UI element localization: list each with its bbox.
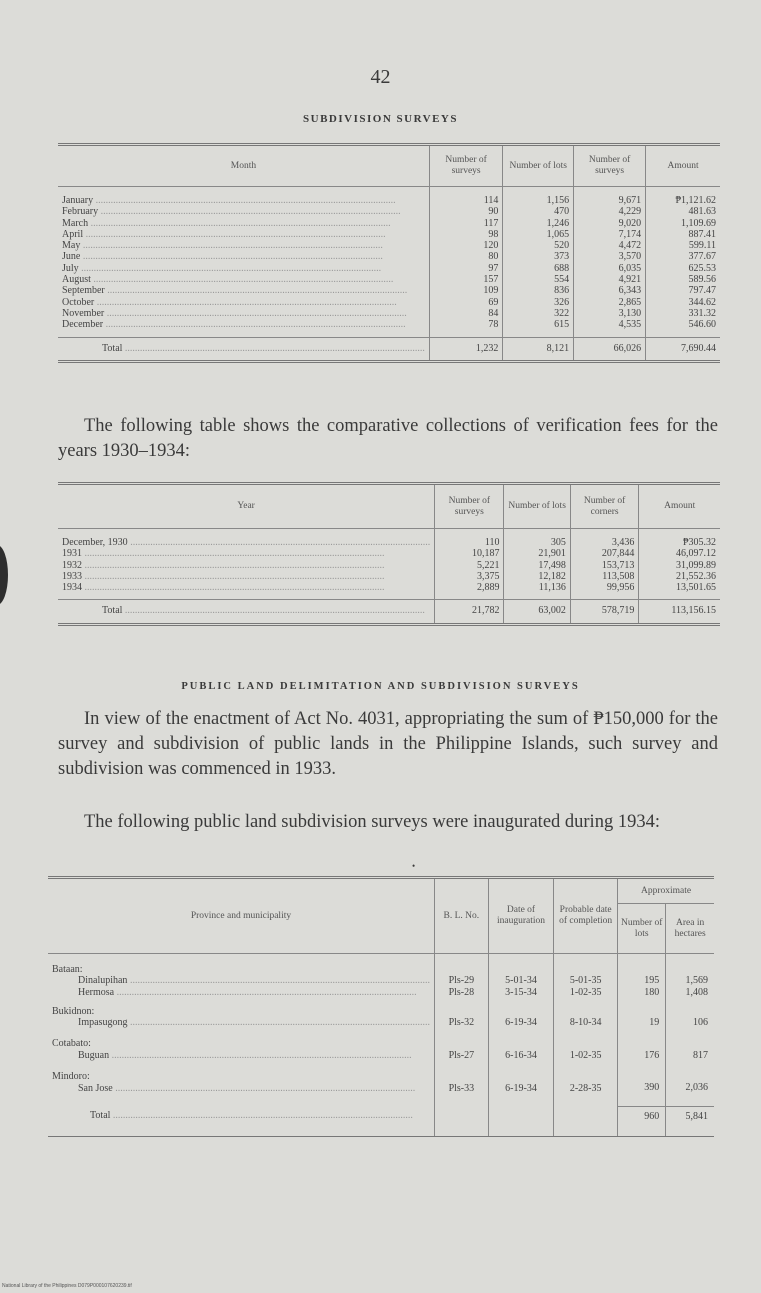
cell-value: 2-28-35: [554, 1082, 618, 1106]
cell-value: 5-01-35: [554, 975, 618, 986]
cell-value: 176: [618, 1050, 666, 1071]
cell-value: 2,036: [666, 1082, 714, 1106]
header-corners: Number of corners: [570, 484, 639, 529]
cell-value: 817: [666, 1050, 714, 1071]
cell-value: 2,889: [435, 582, 504, 600]
cell-value: 120: [429, 240, 502, 251]
table-row: [58, 187, 720, 207]
cell-value: Pls-27: [434, 1050, 488, 1071]
cell-value: [434, 954, 488, 976]
cell-value: 46,097.12: [639, 548, 720, 559]
cell-value: 887.41: [646, 229, 720, 240]
cell-value: 481.63: [646, 206, 720, 217]
cell-value: [434, 1071, 488, 1082]
header-approximate: Approximate: [618, 878, 714, 904]
empty-cell: [434, 1106, 488, 1136]
paragraph-inaugurated-surveys: The following public land subdivision surveys were inaugurated during 1934:: [84, 812, 660, 832]
total-value: 1,232: [429, 337, 502, 361]
section-title-public-land: PUBLIC LAND DELIMITATION AND SUBDIVISION SURVEYS: [181, 681, 580, 692]
row-label: Bataan:: [52, 964, 83, 975]
cell-value: Pls-33: [434, 1082, 488, 1106]
header-surveys: Number of surveys: [435, 484, 504, 529]
cell-value: 2,865: [574, 297, 646, 308]
cell-value: 9,020: [574, 218, 646, 229]
row-label: June ........................................................................................................................: [62, 251, 383, 263]
row-label: Impasugong ........................................................................................................................: [78, 1017, 430, 1029]
paragraph-act-4031: In view of the enactment of Act No. 4031, appropriating the sum of ₱150,000 for the survey and subdivision of public lands in the Philippine Islands, such survey and subdivision was commenced in 1933.: [58, 709, 718, 779]
dot-leader: ........................................................................................................................: [82, 548, 385, 560]
dot-leader: ........................................................................................................................: [103, 319, 406, 331]
dot-leader: ........................................................................................................................: [104, 307, 407, 319]
row-label: San Jose ........................................................................................................................: [78, 1082, 416, 1094]
cell-value: [488, 1038, 553, 1049]
table-row: [58, 263, 720, 274]
cell-value: 69: [429, 297, 502, 308]
header-date-inauguration: Date of inauguration: [488, 878, 553, 954]
cell-value: 322: [503, 308, 574, 319]
header-lots: Number of lots: [503, 145, 574, 187]
dot-leader: ........................................................................................................................: [122, 605, 425, 617]
cell-value: [618, 1071, 666, 1082]
dot-leader: ........................................................................................................................: [109, 1049, 412, 1061]
row-label: Dinalupihan ........................................................................................................................: [78, 975, 430, 987]
table-row: [58, 319, 720, 337]
row-label: Buguan ........................................................................................................................: [78, 1049, 412, 1061]
table-row: [48, 975, 714, 986]
row-label: Bukidnon:: [52, 1005, 95, 1017]
cell-value: 99,956: [570, 582, 639, 600]
yearly-collections-table: [58, 482, 720, 626]
cell-value: [618, 1006, 666, 1017]
cell-value: 1-02-35: [554, 1050, 618, 1071]
row-label: November ........................................................................................................................: [62, 307, 407, 319]
cell-value: [488, 954, 553, 976]
total-label: Total ........................................................................................................................: [58, 600, 435, 624]
dot-leader: ........................................................................................................................: [93, 195, 396, 206]
header-surveys-2: Number of surveys: [574, 145, 646, 187]
cell-value: [666, 1038, 714, 1049]
page-number: 42: [370, 66, 391, 88]
cell-value: 599.11: [646, 240, 720, 251]
table-row: [58, 251, 720, 262]
cell-value: 615: [503, 319, 574, 337]
total-value: 113,156.15: [639, 600, 720, 624]
total-value: 8,121: [503, 337, 574, 361]
header-number-lots: Number of lots: [618, 904, 666, 954]
dot-leader: ........................................................................................................................: [122, 342, 425, 354]
cell-value: 6-19-34: [488, 1082, 553, 1106]
row-label: December, 1930 ........................................................................................................................: [62, 537, 431, 548]
cell-value: [554, 1038, 618, 1049]
table-row: [58, 274, 720, 285]
cell-value: 6-19-34: [488, 1017, 553, 1038]
cell-value: [666, 954, 714, 976]
row-label: April ........................................................................................................................: [62, 228, 386, 240]
cell-value: 19: [618, 1017, 666, 1038]
cell-value: 1,109.69: [646, 218, 720, 229]
cell-value: [618, 1038, 666, 1049]
cell-value: [554, 954, 618, 976]
cell-value: 10,187: [435, 548, 504, 559]
total-value: 578,719: [570, 600, 639, 624]
table-row: [48, 1071, 714, 1082]
cell-value: 1,246: [503, 218, 574, 229]
cell-value: 4,229: [574, 206, 646, 217]
table-row: [58, 206, 720, 217]
cell-value: 6-16-34: [488, 1050, 553, 1071]
cell-value: 390: [618, 1082, 666, 1106]
cell-value: 8-10-34: [554, 1017, 618, 1038]
table-row: [58, 240, 720, 251]
cell-value: 1,569: [666, 975, 714, 986]
row-label: 1934 ........................................................................................................................: [62, 582, 385, 594]
total-value: 5,841: [666, 1106, 714, 1136]
header-area-hectares: Area in hectares: [666, 904, 714, 954]
cell-value: 3-15-34: [488, 987, 553, 1006]
header-year: Year: [58, 484, 435, 529]
cell-value: 11,136: [504, 582, 570, 600]
cell-value: 554: [503, 274, 574, 285]
cell-value: 3,436: [570, 529, 639, 549]
cell-value: 688: [503, 263, 574, 274]
dot-leader: ........................................................................................................................: [104, 285, 408, 297]
header-probable-completion: Probable date of completion: [554, 878, 618, 954]
table-row: [58, 218, 720, 229]
total-value: 21,782: [435, 600, 504, 624]
row-label: Hermosa ........................................................................................................................: [78, 986, 417, 998]
cell-value: ₱305.32: [639, 529, 720, 549]
total-row: [58, 337, 720, 361]
cell-value: 31,099.89: [639, 560, 720, 571]
cell-value: [666, 1071, 714, 1082]
table-row: [48, 954, 714, 976]
table-row: [48, 1017, 714, 1038]
row-label: October ........................................................................................................................: [62, 296, 397, 308]
cell-value: 4,472: [574, 240, 646, 251]
cell-value: 1-02-35: [554, 987, 618, 1006]
row-label: March ........................................................................................................................: [62, 217, 391, 229]
cell-value: 207,844: [570, 548, 639, 559]
row-label: 1933 ........................................................................................................................: [62, 570, 385, 582]
row-label: 1931 ........................................................................................................................: [62, 548, 385, 560]
header-bl-no: B. L. No.: [434, 878, 488, 954]
cell-value: 113,508: [570, 571, 639, 582]
cell-value: 84: [429, 308, 502, 319]
dot-leader: ........................................................................................................................: [82, 570, 385, 582]
cell-value: 117: [429, 218, 502, 229]
row-label: December ........................................................................................................................: [62, 319, 406, 331]
cell-value: 520: [503, 240, 574, 251]
total-value: 63,002: [504, 600, 570, 624]
cell-value: [554, 1071, 618, 1082]
cell-value: 180: [618, 987, 666, 1006]
cell-value: 3,375: [435, 571, 504, 582]
total-label: Total ........................................................................................................................: [58, 337, 429, 361]
cell-value: Pls-28: [434, 987, 488, 1006]
ink-mark: •: [412, 861, 416, 871]
cell-value: [434, 1006, 488, 1017]
cell-value: ₱1,121.62: [646, 187, 720, 207]
header-month: Month: [58, 145, 429, 187]
cell-value: 106: [666, 1017, 714, 1038]
cell-value: 17,498: [504, 560, 570, 571]
dot-leader: ........................................................................................................................: [82, 559, 385, 571]
cell-value: [666, 1006, 714, 1017]
dot-leader: ........................................................................................................................: [82, 582, 385, 594]
table-row: [48, 1038, 714, 1049]
cell-value: 21,901: [504, 548, 570, 559]
cell-value: 157: [429, 274, 502, 285]
cell-value: 110: [435, 529, 504, 549]
dot-leader: ........................................................................................................................: [127, 537, 431, 548]
row-label: 1932 ........................................................................................................................: [62, 559, 385, 571]
row-label: January ........................................................................................................................: [62, 195, 396, 206]
table-row: [48, 987, 714, 1006]
cell-value: 546.60: [646, 319, 720, 337]
cell-value: 90: [429, 206, 502, 217]
cell-value: 6,035: [574, 263, 646, 274]
empty-cell: [488, 1106, 553, 1136]
cell-value: 797.47: [646, 285, 720, 296]
cell-value: 5-01-34: [488, 975, 553, 986]
table-row: [58, 297, 720, 308]
total-value: 7,690.44: [646, 337, 720, 361]
cell-value: 377.67: [646, 251, 720, 262]
cell-value: [488, 1006, 553, 1017]
cell-value: 326: [503, 297, 574, 308]
row-label: September ........................................................................................................................: [62, 285, 408, 297]
cell-value: 114: [429, 187, 502, 207]
cell-value: [554, 1006, 618, 1017]
row-label: Cotabato:: [52, 1038, 91, 1050]
cell-value: 625.53: [646, 263, 720, 274]
table-row: [48, 1006, 714, 1017]
dot-leader: ........................................................................................................................: [78, 262, 382, 274]
dot-leader: ........................................................................................................................: [127, 975, 430, 987]
row-label: May ........................................................................................................................: [62, 240, 383, 252]
dot-leader: ........................................................................................................................: [98, 206, 401, 218]
table-row: [58, 548, 720, 559]
cell-value: 1,408: [666, 987, 714, 1006]
cell-value: 1,065: [503, 229, 574, 240]
cell-value: 4,921: [574, 274, 646, 285]
cell-value: Pls-29: [434, 975, 488, 986]
total-value: 66,026: [574, 337, 646, 361]
row-label: February ........................................................................................................................: [62, 206, 401, 218]
total-label: Total ........................................................................................................................: [48, 1106, 434, 1136]
table-row: [58, 285, 720, 296]
table-row: [58, 529, 720, 549]
table-row: [48, 1082, 714, 1106]
dot-leader: ........................................................................................................................: [114, 986, 417, 998]
cell-value: 7,174: [574, 229, 646, 240]
cell-value: 3,130: [574, 308, 646, 319]
dot-leader: ........................................................................................................................: [110, 1110, 413, 1122]
footer-source-label: National Library of the Philippines D079P000107620239.tif: [2, 1283, 132, 1289]
cell-value: 78: [429, 319, 502, 337]
row-label: Mindoro:: [52, 1071, 90, 1083]
table-row: [58, 571, 720, 582]
table-row: [58, 560, 720, 571]
cell-value: 6,343: [574, 285, 646, 296]
header-surveys: Number of surveys: [429, 145, 502, 187]
dot-leader: ........................................................................................................................: [80, 240, 383, 252]
cell-value: 9,671: [574, 187, 646, 207]
cell-value: Pls-32: [434, 1017, 488, 1038]
public-land-surveys-table: [48, 876, 714, 1137]
section-title-subdivision-surveys: SUBDIVISION SURVEYS: [303, 113, 458, 125]
table-row: [58, 229, 720, 240]
cell-value: 153,713: [570, 560, 639, 571]
cell-value: [618, 954, 666, 976]
dot-leader: ........................................................................................................................: [90, 274, 394, 286]
cell-value: 3,570: [574, 251, 646, 262]
table-row: [58, 308, 720, 319]
cell-value: 12,182: [504, 571, 570, 582]
dot-leader: ........................................................................................................................: [83, 228, 386, 240]
cell-value: 344.62: [646, 297, 720, 308]
empty-cell: [554, 1106, 618, 1136]
dot-leader: ........................................................................................................................: [88, 217, 391, 229]
header-amount: Amount: [646, 145, 720, 187]
cell-value: 4,535: [574, 319, 646, 337]
cell-value: 109: [429, 285, 502, 296]
dot-leader: ........................................................................................................................: [94, 296, 397, 308]
monthly-surveys-table: [58, 143, 720, 363]
table-row: [58, 582, 720, 600]
binding-hole: [0, 545, 8, 605]
row-label: July ........................................................................................................................: [62, 262, 382, 274]
cell-value: 373: [503, 251, 574, 262]
header-province: Province and municipality: [48, 878, 434, 954]
paragraph-verification-fees: The following table shows the comparative collections of verification fees for the years 1930–1934:: [58, 416, 718, 461]
header-amount: Amount: [639, 484, 720, 529]
cell-value: 13,501.65: [639, 582, 720, 600]
cell-value: [434, 1038, 488, 1049]
cell-value: 98: [429, 229, 502, 240]
total-value: 960: [618, 1106, 666, 1136]
total-row: [48, 1106, 714, 1136]
cell-value: 305: [504, 529, 570, 549]
dot-leader: ........................................................................................................................: [127, 1017, 430, 1029]
cell-value: 1,156: [503, 187, 574, 207]
row-label: August ........................................................................................................................: [62, 274, 394, 286]
total-row: [58, 600, 720, 624]
cell-value: 97: [429, 263, 502, 274]
cell-value: [488, 1071, 553, 1082]
cell-value: 21,552.36: [639, 571, 720, 582]
cell-value: 80: [429, 251, 502, 262]
header-lots: Number of lots: [504, 484, 570, 529]
cell-value: 836: [503, 285, 574, 296]
cell-value: 5,221: [435, 560, 504, 571]
table-row: [48, 1050, 714, 1071]
cell-value: 589.56: [646, 274, 720, 285]
dot-leader: ........................................................................................................................: [80, 251, 383, 263]
cell-value: 470: [503, 206, 574, 217]
dot-leader: ........................................................................................................................: [112, 1082, 416, 1094]
cell-value: 331.32: [646, 308, 720, 319]
cell-value: 195: [618, 975, 666, 986]
